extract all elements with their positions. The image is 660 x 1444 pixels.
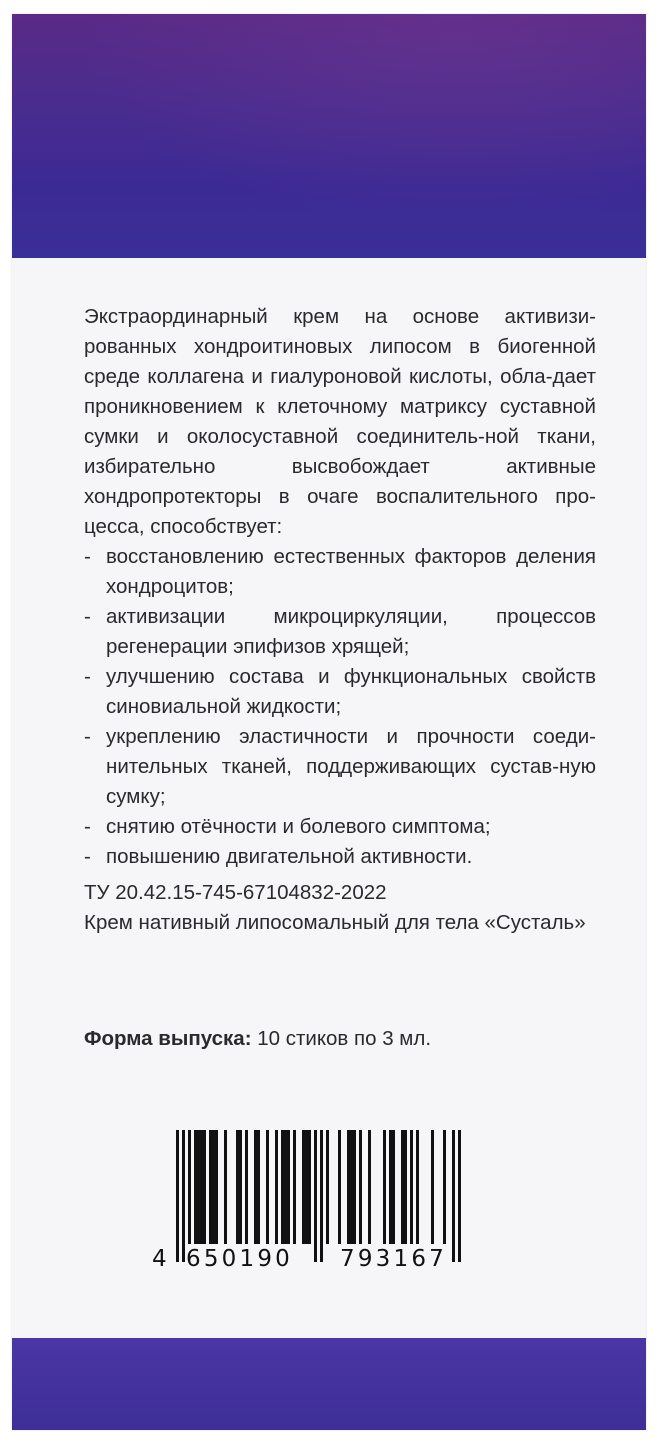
barcode-bar [203, 1130, 206, 1244]
list-item: - активизации микроциркуляции, процессов регенерации эпифизов хрящей; [84, 602, 596, 662]
bullet-dash: - [84, 845, 91, 868]
barcode-bar [389, 1130, 392, 1244]
barcode-bar [383, 1130, 386, 1244]
barcode-bar [431, 1130, 434, 1244]
top-color-band [12, 14, 646, 258]
barcode-bar [350, 1130, 353, 1244]
barcode-bar [458, 1130, 461, 1262]
bullet-dash: - [84, 665, 91, 688]
barcode-bar [266, 1130, 269, 1244]
benefits-list [84, 542, 596, 872]
barcode [148, 1130, 492, 1280]
barcode-bar [188, 1130, 191, 1244]
barcode-right-digits: 793167 [340, 1246, 447, 1272]
barcode-bar [182, 1130, 185, 1262]
barcode-bar [347, 1130, 350, 1244]
list-item: - восстановлению естественных факторов деления хондроцитов; [84, 542, 596, 602]
barcode-bar [200, 1130, 203, 1244]
barcode-bar [275, 1130, 278, 1244]
barcode-bar [443, 1130, 446, 1244]
bullet-dash: - [84, 815, 91, 838]
release-form-value: 10 стиков по 3 мл. [251, 1027, 432, 1050]
bullet-dash: - [84, 545, 91, 568]
barcode-bar [293, 1130, 296, 1244]
barcode-bar [176, 1130, 179, 1262]
list-item: - укреплению эластичности и прочности соеди-нительных тканей, поддерживающих сустав-ную сумку; [84, 722, 596, 812]
barcode-bar [410, 1130, 413, 1244]
list-item: - повышению двигательной активности. [84, 842, 596, 872]
barcode-bar [245, 1130, 248, 1244]
barcode-bar [314, 1130, 317, 1262]
barcode-bar [284, 1130, 287, 1244]
barcode-bar [308, 1130, 311, 1244]
barcode-bar [452, 1130, 455, 1262]
barcode-left-digits: 650190 [186, 1246, 293, 1272]
description-block [84, 302, 596, 872]
barcode-bar [401, 1130, 404, 1244]
barcode-bar [194, 1130, 197, 1244]
barcode-bar [353, 1130, 356, 1244]
bullet-dash: - [84, 725, 91, 748]
specs-block [84, 878, 596, 938]
tu-code: ТУ 20.42.15-745-67104832-2022 [84, 881, 387, 904]
barcode-bar [215, 1130, 218, 1244]
release-form-label: Форма выпуска: [84, 1027, 252, 1050]
barcode-bar [368, 1130, 371, 1244]
barcode-first-digit: 4 [152, 1246, 170, 1272]
release-form [84, 1024, 596, 1054]
barcode-bar [209, 1130, 212, 1244]
barcode-bar [197, 1130, 200, 1244]
barcode-bar [404, 1130, 407, 1244]
barcode-bar [359, 1130, 362, 1244]
barcode-bar [305, 1130, 308, 1244]
barcode-bar [302, 1130, 305, 1244]
bottom-color-band [12, 1338, 646, 1430]
list-item: - улучшению состава и функциональных свойств синовиальной жидкости; [84, 662, 596, 722]
barcode-bar [326, 1130, 329, 1244]
barcode-bar [212, 1130, 215, 1244]
barcode-bar [392, 1130, 395, 1244]
bullet-dash: - [84, 605, 91, 628]
barcode-bar [320, 1130, 323, 1262]
list-item: - снятию отёчности и болевого симптома; [84, 812, 596, 842]
barcode-bar [338, 1130, 341, 1244]
barcode-bar [287, 1130, 290, 1244]
barcode-bar [224, 1130, 227, 1244]
barcode-bar [239, 1130, 242, 1244]
barcode-bar [281, 1130, 284, 1244]
barcode-bar [236, 1130, 239, 1244]
barcode-bar [257, 1130, 260, 1244]
barcode-bar [416, 1130, 419, 1244]
barcode-bar [254, 1130, 257, 1244]
description-paragraph: Экстраординарный крем на основе активизи-рованных хондроитиновых липосом в биогенной среде коллагена и гиалуроновой кислоты, обла-дает проникновением к клеточному матриксу суставной сумки и околосуставной соединитель-ной ткани, избирательно высвобождает активные хондропротекторы в очаге воспалительного про-цесса, способствует: [84, 305, 596, 538]
cream-name: Крем нативный липосомальный для тела «Сусталь» [84, 911, 586, 934]
